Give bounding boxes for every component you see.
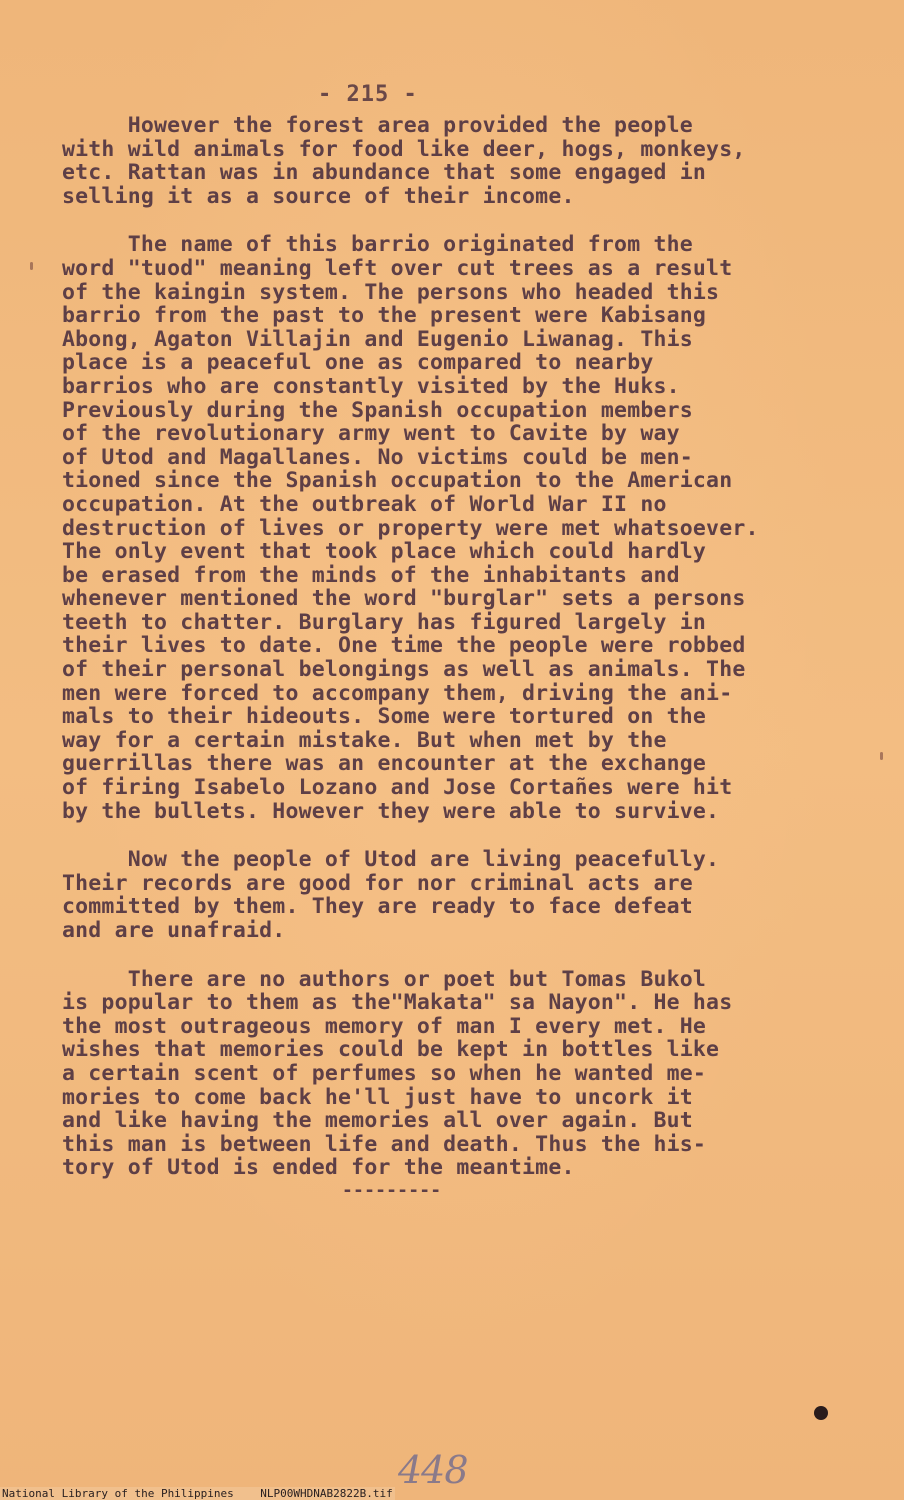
text-line: occupation. At the outbreak of World War II no	[62, 491, 667, 517]
text-line: with wild animals for food like deer, hogs, monkeys,	[62, 136, 746, 162]
text-line: barrio from the past to the present were Kabisang	[62, 303, 707, 329]
text-line: of Utod and Magallanes. No victims could be men-	[62, 444, 693, 470]
text-line: teeth to chatter. Burglary has figured largely in	[62, 609, 707, 635]
text-line: and are unafraid.	[62, 918, 286, 943]
text-line: a certain scent of perfumes so when he wanted me-	[62, 1060, 707, 1086]
text-line: Abong, Agaton Villajin and Eugenio Liwanag. This	[62, 326, 693, 352]
body-text	[62, 114, 862, 1225]
margin-mark	[880, 752, 883, 760]
text-line: men were forced to accompany them, driving the ani-	[62, 680, 733, 706]
closing-rule: ---------	[342, 1179, 442, 1201]
text-line: of their personal belongings as well as animals. The	[62, 657, 746, 683]
text-line: word "tuod" meaning left over cut trees as a result	[62, 255, 733, 281]
text-line: tory of Utod is ended for the meantime.	[62, 1155, 575, 1181]
paragraph-authors	[62, 968, 862, 1200]
text-line: of the revolutionary army went to Cavite by way	[62, 421, 680, 447]
text-line: be erased from the minds of the inhabitants and	[62, 562, 680, 588]
text-line: wishes that memories could be kept in bottles like	[62, 1037, 720, 1063]
text-line: Their records are good for nor criminal acts are	[62, 870, 693, 896]
margin-mark	[30, 262, 33, 270]
text-line: destruction of lives or property were met whatsoever.	[62, 515, 759, 541]
text-line: their lives to date. One time the people were robbed	[62, 633, 746, 659]
text-line: is popular to them as the"Makata" sa Nayon". He has	[62, 990, 733, 1016]
paragraph-barrio-history	[62, 233, 862, 823]
text-line: of the kaingin system. The persons who headed this	[62, 279, 720, 305]
text-line: the most outrageous memory of man I every met. He	[62, 1013, 707, 1039]
text-line: whenever mentioned the word "burglar" sets a persons	[62, 586, 746, 612]
ink-spot	[814, 1406, 828, 1420]
text-line: place is a peaceful one as compared to nearby	[62, 350, 654, 376]
text-line: and like having the memories all over again. But	[62, 1108, 693, 1134]
archive-footer: National Library of the Philippines NLP00WHDNAB2822B.tif	[2, 1487, 393, 1500]
text-line: of firing Isabelo Lozano and Jose Cortañes were hit	[62, 775, 733, 801]
text-line: guerrillas there was an encounter at the exchange	[62, 751, 707, 777]
text-line: by the bullets. However they were able to survive.	[62, 798, 720, 824]
text-line: etc. Rattan was in abundance that some engaged in	[62, 160, 707, 186]
text-line: There are no authors or poet but Tomas Bukol	[62, 966, 707, 992]
paragraph-forest-animals	[62, 114, 862, 208]
text-line: The only event that took place which could hardly	[62, 539, 707, 565]
text-line: Now the people of Utod are living peacefully.	[62, 847, 720, 873]
text-line: The name of this barrio originated from the	[62, 232, 693, 258]
text-line: tioned since the Spanish occupation to the American	[62, 468, 733, 494]
text-line: way for a certain mistake. But when met by the	[62, 727, 667, 753]
paragraph-living-peacefully	[62, 848, 862, 942]
text-line: However the forest area provided the people	[62, 113, 693, 138]
text-line: mals to their hideouts. Some were tortured on the	[62, 704, 707, 730]
text-line: selling it as a source of their income.	[62, 183, 575, 209]
page-number: - 215 -	[318, 82, 418, 107]
text-line: this man is between life and death. Thus the his-	[62, 1131, 707, 1157]
handwritten-page-number: 448	[398, 1448, 468, 1492]
text-line: committed by them. They are ready to face defeat	[62, 894, 693, 920]
text-line: Previously during the Spanish occupation members	[62, 397, 693, 423]
text-line: barrios who are constantly visited by the Huks.	[62, 373, 680, 399]
text-line: mories to come back he'll just have to uncork it	[62, 1084, 693, 1110]
